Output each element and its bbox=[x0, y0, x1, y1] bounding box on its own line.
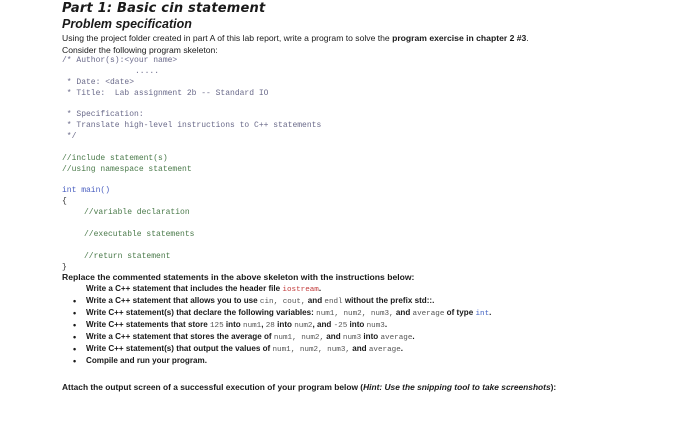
code-return-line: //return statement bbox=[84, 252, 171, 261]
item-text: . bbox=[400, 344, 404, 353]
item-code: num1, num2, bbox=[273, 334, 325, 342]
item-code: average bbox=[368, 346, 401, 354]
item-code: num3 bbox=[366, 322, 385, 330]
code-author-line: /* Author(s):<your name> bbox=[62, 56, 178, 65]
item-text: . bbox=[318, 284, 322, 293]
item-code: num1, num2, num3, bbox=[272, 346, 350, 354]
item-text: Write C++ statement(s) that output the values of bbox=[86, 344, 273, 353]
attach-text: Attach the output screen of a successful execution of your program below ( bbox=[62, 382, 364, 392]
list-item bbox=[62, 283, 491, 295]
list-item bbox=[62, 307, 491, 319]
intro-line-2: Consider the following program skeleton: bbox=[62, 45, 218, 55]
code-spec-line: * Specification: bbox=[62, 110, 144, 119]
code-title-line: * Title: Lab assignment 2b -- Standard IO bbox=[62, 89, 269, 98]
item-code: average bbox=[412, 310, 445, 318]
problem-specification-heading: Problem specification bbox=[62, 17, 192, 31]
item-text: Write C++ statements that store bbox=[86, 320, 210, 329]
code-translate-line: * Translate high-level instructions to C++ statements bbox=[62, 121, 322, 130]
item-text: , and bbox=[312, 320, 334, 329]
instructions-heading: Replace the commented statements in the above skeleton with the instructions below: bbox=[62, 272, 415, 282]
bullet-icon: • bbox=[73, 356, 77, 366]
item-text: Write a C++ statement that allows you to use bbox=[86, 296, 260, 305]
item-text: and bbox=[305, 296, 325, 305]
intro-bold-text: program exercise in chapter 2 #3 bbox=[392, 33, 527, 43]
code-close-brace: } bbox=[62, 263, 67, 272]
item-code: int bbox=[475, 310, 490, 318]
item-text: into bbox=[361, 332, 381, 341]
code-open-brace: { bbox=[62, 197, 67, 206]
item-code: iostream bbox=[282, 286, 319, 294]
item-text: into bbox=[274, 320, 295, 329]
item-code: num1 bbox=[243, 322, 262, 330]
list-item bbox=[62, 295, 491, 307]
item-code: -25 bbox=[333, 322, 348, 330]
intro-paragraph bbox=[62, 33, 529, 44]
code-include-line: //include statement(s) bbox=[62, 154, 168, 163]
bullet-icon: • bbox=[73, 320, 77, 330]
item-code: 125 bbox=[210, 322, 224, 330]
item-text: Write C++ statement(s) that declare the following variables: bbox=[86, 308, 317, 317]
code-main-line: int main() bbox=[62, 186, 111, 195]
item-text: without the prefix std::. bbox=[342, 296, 435, 305]
item-text: Compile and run your program. bbox=[86, 356, 207, 365]
code-variable-line: //variable declaration bbox=[84, 208, 190, 217]
item-text: . bbox=[412, 332, 415, 341]
item-code: cin, cout, bbox=[259, 298, 306, 306]
item-code: 28 bbox=[265, 322, 275, 330]
item-code: average bbox=[380, 334, 413, 342]
list-item bbox=[62, 319, 491, 331]
item-text: . bbox=[489, 308, 492, 317]
instruction-list bbox=[62, 283, 491, 367]
item-text: . bbox=[384, 320, 388, 329]
list-item bbox=[62, 331, 491, 343]
item-text: into bbox=[347, 320, 367, 329]
list-item bbox=[62, 343, 491, 355]
item-text: and bbox=[324, 332, 343, 341]
bullet-icon: • bbox=[73, 296, 77, 306]
bullet-icon: • bbox=[73, 344, 77, 354]
code-namespace-line: //using namespace statement bbox=[62, 165, 192, 174]
bullet-icon: • bbox=[73, 332, 77, 342]
attach-post: ): bbox=[550, 382, 557, 392]
item-code: num1, num2, num3, bbox=[316, 310, 394, 318]
code-date-line: * Date: <date> bbox=[62, 78, 135, 87]
intro-text: Using the project folder created in part A of this lab report, write a program to solve the bbox=[62, 33, 393, 43]
item-text: Write a C++ statement that stores the average of bbox=[86, 332, 274, 341]
list-item bbox=[62, 355, 491, 367]
bullet-icon: • bbox=[73, 308, 77, 318]
part-title: Part 1: Basic cin statement bbox=[62, 1, 266, 16]
item-text: Write a C++ statement that includes the header file bbox=[86, 284, 283, 293]
item-text: and bbox=[393, 308, 413, 317]
code-close-comment-line: */ bbox=[62, 132, 77, 141]
item-text: and bbox=[349, 344, 369, 353]
item-text: , bbox=[261, 320, 266, 329]
item-code: num2 bbox=[294, 322, 313, 330]
intro-period: . bbox=[526, 33, 529, 43]
code-dots-line: ..... bbox=[135, 67, 160, 76]
code-executable-line: //executable statements bbox=[84, 230, 195, 239]
item-code: endl bbox=[324, 298, 343, 306]
item-text: of type bbox=[444, 308, 476, 317]
item-text: into bbox=[223, 320, 244, 329]
item-code: num3 bbox=[342, 334, 362, 342]
attach-instruction bbox=[62, 382, 556, 392]
attach-hint: Hint: Use the snipping tool to take screenshots bbox=[363, 382, 551, 392]
